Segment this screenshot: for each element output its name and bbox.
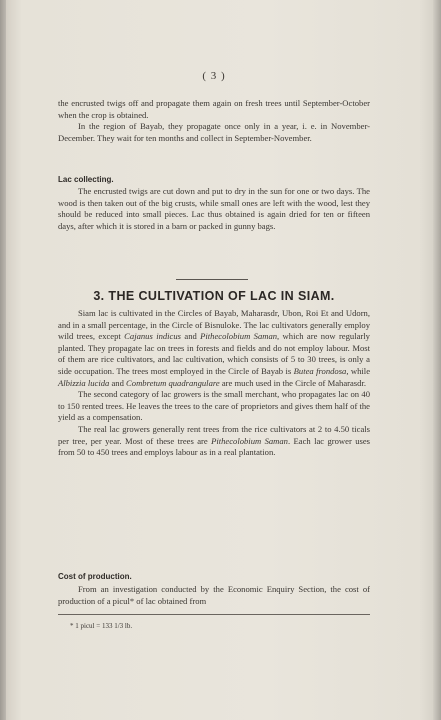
page-edge-right <box>433 0 441 720</box>
paragraph: From an investigation conducted by the Economic Enquiry Section, the cost of production of a picul* of lac obtained from <box>58 584 370 606</box>
continued-text <box>58 98 370 144</box>
paragraph: The second category of lac growers is the small merchant, who propagates lac on 40 to 150 rented trees. He leaves the trees to the care of proprietors and gives them half of the yield as a compensation. <box>58 389 370 423</box>
section-divider <box>176 279 248 280</box>
section-body <box>58 308 370 459</box>
page-number: ( 3 ) <box>202 70 226 82</box>
paragraph: the encrusted twigs off and propagate them again on fresh trees until September-October when the crop is obtained. <box>58 98 370 120</box>
cost-of-production-text <box>58 584 370 607</box>
footnote-rule <box>58 614 370 615</box>
page-edge-left <box>0 0 6 720</box>
lac-collecting-text <box>58 186 370 232</box>
section-heading: 3. THE CULTIVATION OF LAC IN SIAM. <box>93 289 335 303</box>
footnote: * 1 picul = 133 1/3 lb. <box>70 622 133 630</box>
paragraph: The real lac growers generally rent trees from the rice cultivators at 2 to 4.50 ticals per tree, per year. Most of these trees are Pithecolobium Saman. Each lac grower uses from 50 to 450 trees and employs labour as in a real plantation. <box>58 423 370 458</box>
cost-of-production-heading: Cost of production. <box>58 572 132 581</box>
paragraph: In the region of Bayab, they propagate once only in a year, i. e. in November-December. They wait for ten months and collect in September-November. <box>58 121 370 143</box>
lac-collecting-heading: Lac collecting. <box>58 175 114 184</box>
paragraph: The encrusted twigs are cut down and put to dry in the sun for one or two days. The wood is then taken out of the big crusts, while small ones are left with the wood, lest they should be reduced into small pieces. Lac thus obtained is again dried for ten or fifteen days, after which it is stored in a barn or packed in gunny bags. <box>58 186 370 231</box>
paragraph: Siam lac is cultivated in the Circles of Bayab, Maharasdr, Ubon, Roi Et and Udorn, and in a small percentage, in the Circle of Bisnuloke. The lac cultivators generally employ wild trees, except Cajanus indicus and Pithecolobium Saman, which are now regularly planted. They propagate lac on trees in forests and fields and do not employ labour. Most of them are rice cultivators, and lac cultivation, which consists of 5 to 30 trees, is only a side occupation. The trees most employed in the Circle of Bayab is Butea frondosa, while Albizzia lucida and Combretum quadrangulare are much used in the Circle of Maharasdr. <box>58 308 371 388</box>
